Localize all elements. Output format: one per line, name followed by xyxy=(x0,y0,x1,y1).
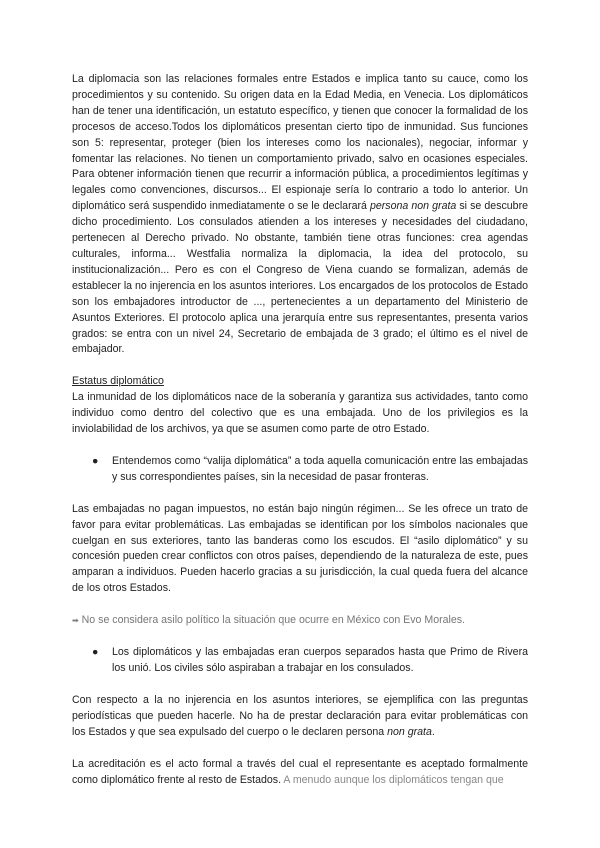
note-line: ➡ No se considera asilo político la situación que ocurre en México con Evo Morales. xyxy=(72,614,465,627)
document-page xyxy=(72,72,528,788)
emphasis-persona-non-grata: persona non grata xyxy=(370,200,457,213)
bullet-icon: ● xyxy=(92,454,99,467)
paragraph-no-injerencia: Con respecto a la no injerencia en los asuntos interiores, se ejemplifica con las preguntas periodísticas que pueden hacerle. No ha de prestar declaración para evitar problemáticas con los Estados y que sea expulsado del cuerpo o le declaren persona non grata. xyxy=(72,693,528,738)
bullet-list xyxy=(72,645,528,677)
list-item: ● Los diplomáticos y las embajadas eran cuerpos separados hasta que Primo de Rivera los unió. Los civiles sólo aspiraban a trabajar en los consulados. xyxy=(92,646,528,674)
bullet-icon: ● xyxy=(92,646,99,659)
paragraph-acreditacion: La acreditación es el acto formal a través del cual el representante es aceptado formalmente como diplomático frente al resto de Estados. A menudo aunque los diplomáticos tengan que xyxy=(72,757,528,786)
paragraph-inmunidad: La inmunidad de los diplomáticos nace de la soberanía y garantiza sus actividades, tanto como individuo como dentro del colectivo que es una embajada. Uno de los privilegios es la inviolabilidad de los archivos, ya que se asumen como parte de otro Estado. xyxy=(72,391,528,436)
list-item: ● Entendemos como “valija diplomática” a toda aquella comunicación entre las embajadas y sus correspondientes países, sin la necesidad de pasar fronteras. xyxy=(92,454,528,483)
bullet-list xyxy=(72,454,528,486)
paragraph-diplomacia: La diplomacia son las relaciones formales entre Estados e implica tanto su cauce, como los procedimientos y su contenido. Su origen data en la Edad Media, en Venecia. Los diplomáticos han de tener una identificación, un estatuto específico, y tienen que conocer la formalidad de los procesos de acceso.Todos los diplomáticos presentan cierto tipo de inmunidad. Sus funciones son 5: representar, proteger (bien los intereses como los nacionales), negociar, informar y fomentar las relaciones. No tienen un comportamiento privado, salvo en ocasiones especiales. Para obtener información tienen que recurrir a información pública, a procedimientos legítimas y legales como convenciones, discursos... El espionaje sería lo contrario a todo lo anterior. Un diplomático será suspendido inmediatamente o se le declarará persona non grata si se descubre dicho procedimiento. Los consulados atienden a los intereses y necesidades del ciudadano, pertenecen al Derecho privado. No obstante, también tiene otras funciones: crea agendas culturales, informa... Westfalia normaliza la diplomacia, la idea del protocolo, su institucionalización... Pero es con el Congreso de Viena cuando se formalizan, además de establecer la no injerencia en los asuntos interiores. Los encargados de los protocolos de Estado son los embajadores introductor de ..., pertenecientes a un departamento del Ministerio de Asuntos Exteriores. El protocolo aplica una jerarquía entre sus representantes, presenta varios grados: se entra con un nivel 24, Secretario de embajada de 3 grado; el último es el nivel de embajador. xyxy=(72,73,528,356)
section-heading: Estatus diplomático xyxy=(72,375,164,388)
emphasis-non-grata: non grata xyxy=(387,725,432,738)
faded-text: A menudo aunque los diplomáticos tengan que xyxy=(283,773,504,786)
paragraph-embajadas: Las embajadas no pagan impuestos, no están bajo ningún régimen... Se les ofrece un trato de favor para evitar problemáticas. Las embajadas se identifican por los símbolos nacionales que cuelgan en sus exteriores, tanto las banderas como los escudos. El “asilo diplomático” y su concesión pueden crear conflictos con otros países, dependiendo de la naturaleza de este, pues amparan a individuos. Pueden hacerlo gracias a su jurisdicción, la cual queda fuera del alcance de los otros Estados. xyxy=(72,502,528,595)
arrow-icon: ➡ xyxy=(72,616,79,626)
